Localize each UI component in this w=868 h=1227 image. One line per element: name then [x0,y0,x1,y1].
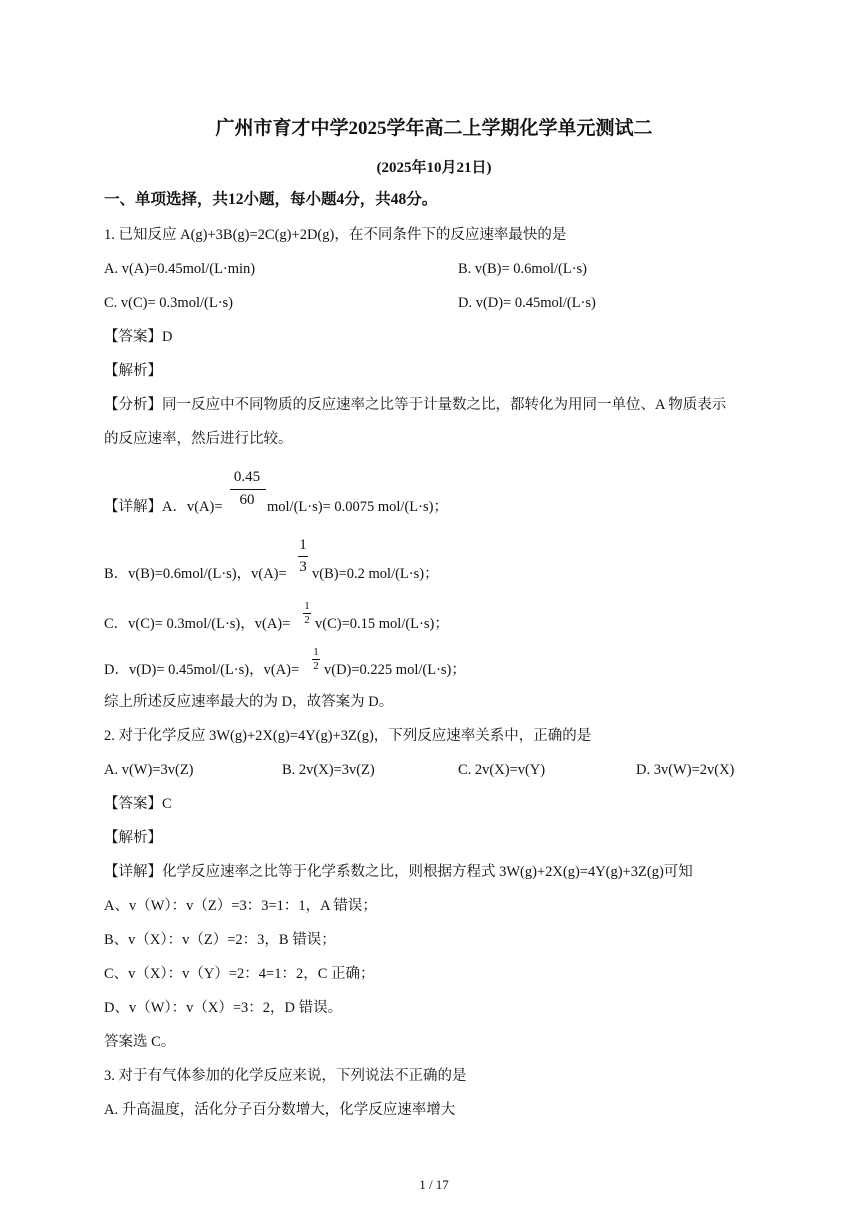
q1-option-b: B. v(B)= 0.6mol/(L·s) [458,261,587,277]
q2-option-b: B. 2v(X)=3v(Z) [282,762,375,778]
fraction-c-denominator: 2 [304,614,310,626]
fraction-d-denominator: 2 [313,660,319,672]
exam-date: (2025年10月21日) [376,160,492,176]
q1-stem: 1. 已知反应 A(g)+3B(g)=2C(g)+2D(g)，在不同条件下的反应速率最快的是 [104,227,567,243]
q1-option-d: D. v(D)= 0.45mol/(L·s) [458,295,596,311]
q1-detail-d-prefix: D．v(D)= 0.45mol/(L·s)，v(A)= [104,662,300,678]
q2-jiexi: 【解析】 [104,830,162,846]
document-title: 广州市育才中学2025学年高二上学期化学单元测试二 [215,118,653,139]
q1-detail-a-prefix: 【详解】A．v(A)= [104,499,223,515]
q2-answer: 【答案】C [104,796,172,812]
fraction-b-denominator: 3 [299,559,307,575]
q3-stem: 3. 对于有气体参加的化学反应来说，下列说法不正确的是 [104,1068,467,1084]
fraction-a-numerator: 0.45 [233,469,261,485]
q2-conclusion: 答案选 C。 [104,1034,176,1050]
q1-detail-b-prefix: B．v(B)=0.6mol/(L·s)，v(A)= [104,566,287,582]
q1-detail-a-suffix: mol/(L·s)= 0.0075 mol/(L·s)； [267,499,448,515]
q2-stem: 2. 对于化学反应 3W(g)+2X(g)=4Y(g)+3Z(g)，下列反应速率关系中，正确的是 [104,728,592,744]
q1-detail-d-suffix: v(D)=0.225 mol/(L·s)； [324,662,466,678]
fraction-d-numerator: 1 [313,646,319,658]
q1-jiexi: 【解析】 [104,363,162,379]
q2-option-c: C. 2v(X)=v(Y) [458,762,546,778]
q2-option-d: D. 3v(W)=2v(X) [636,762,735,778]
fraction-b-numerator: 1 [299,537,307,553]
q2-line-c: C、v（X）：v（Y）=2：4=1：2，C 正确； [104,966,375,982]
q2-line-a: A、v（W）：v（Z）=3：3=1：1，A 错误； [104,898,377,914]
q1-option-a: A. v(A)=0.45mol/(L·min) [104,261,256,277]
section-heading: 一、单项选择，共12小题，每小题4分，共48分。 [104,191,438,208]
q1-option-c: C. v(C)= 0.3mol/(L·s) [104,295,233,311]
q2-detail: 【详解】化学反应速率之比等于化学系数之比，则根据方程式 3W(g)+2X(g)=4Y(g)+3Z(g)可知 [104,864,693,880]
q2-option-a: A. v(W)=3v(Z) [104,762,194,778]
q1-answer: 【答案】D [104,329,173,345]
q1-summary: 综上所述反应速率最大的为 D，故答案为 D。 [104,694,394,710]
q2-line-d: D、v（W）：v（X）=3：2，D 错误。 [104,1000,343,1016]
q1-detail-c-suffix: v(C)=0.15 mol/(L·s)； [315,616,449,632]
fraction-b-bar [298,556,308,557]
fraction-a-denominator: 60 [239,492,255,508]
q2-line-b: B、v（X）：v（Z）=2：3，B 错误； [104,932,336,948]
fraction-a-bar [230,489,266,490]
q1-analysis-line1: 【分析】同一反应中不同物质的反应速率之比等于计量数之比，都转化为用同一单位、A 物质表示 [104,397,727,413]
q3-option-a: A. 升高温度，活化分子百分数增大，化学反应速率增大 [104,1102,456,1118]
q1-analysis-line2: 的反应速率，然后进行比较。 [104,431,293,447]
page-number: 1 / 17 [419,1177,449,1192]
fraction-c-numerator: 1 [304,600,310,612]
q1-detail-c-prefix: C．v(C)= 0.3mol/(L·s)，v(A)= [104,616,291,632]
q1-detail-b-suffix: v(B)=0.2 mol/(L·s)； [312,566,439,582]
